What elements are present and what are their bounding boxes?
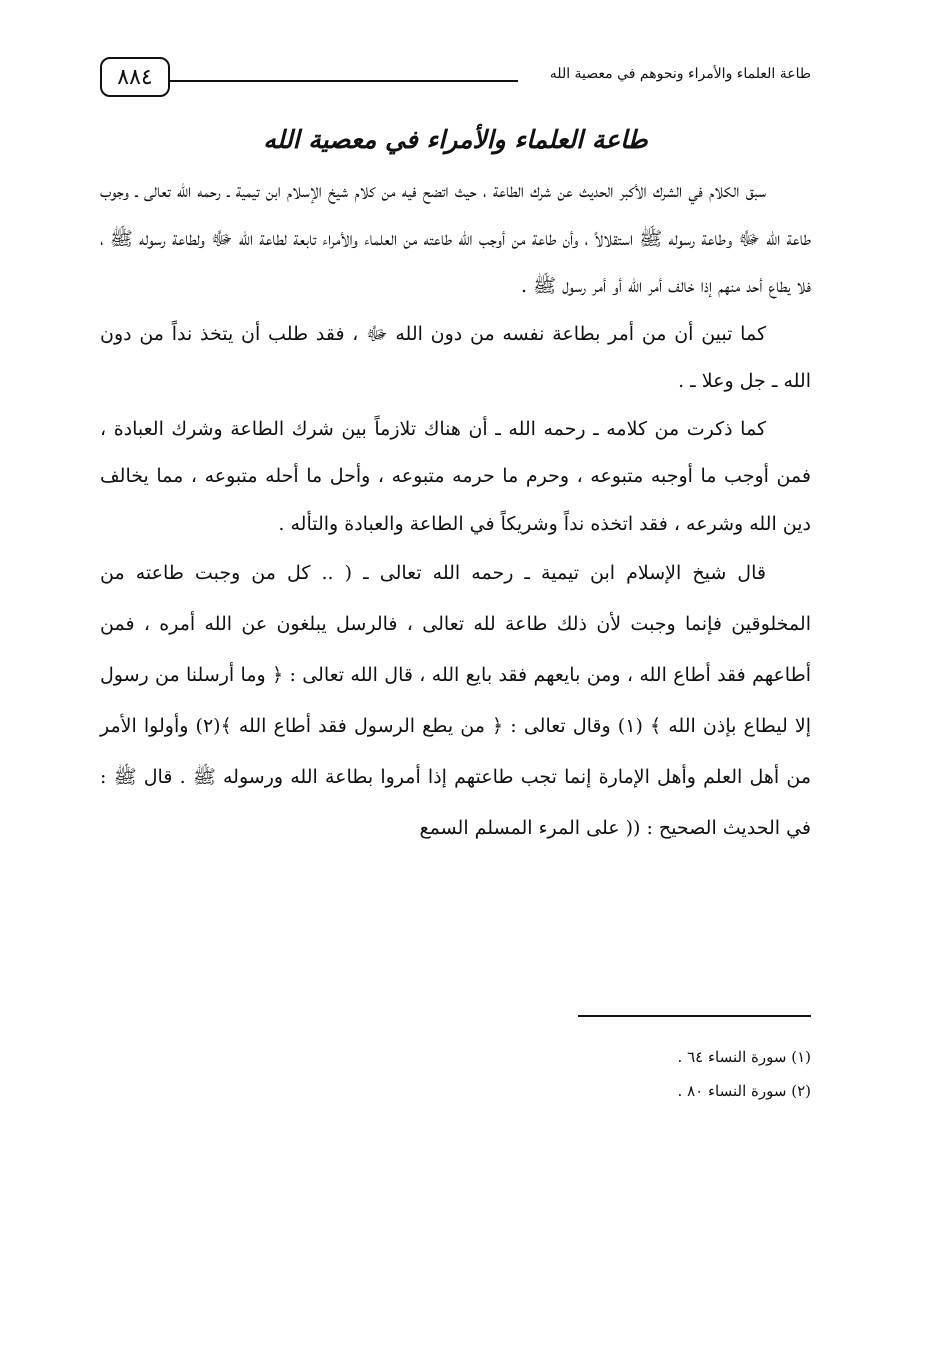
page-number: ٨٨٤ [100, 57, 170, 97]
running-title: طاعة العلماء والأمراء ونحوهم في معصية الله [549, 66, 811, 82]
chapter-title: طاعة العلماء والأمراء في معصية الله [263, 125, 648, 154]
footnote-separator [578, 1015, 811, 1017]
header-rule [170, 80, 518, 82]
footnotes [500, 1040, 811, 1108]
footnote: (١) سورة النساء ٦٤ . [677, 1048, 811, 1066]
paragraph: كما ذكرت من كلامه ـ رحمه الله ـ أن هناك تلازماً بين شرك الطاعة وشرك العبادة ، فمن أوجب ما أوجبه متبوعه ، وحرم ما حرمه متبوعه ، وأحل ما أحله متبوعه ، مما يخالف دين الله وشرعه ، فقد اتخذه نداً وشريكاً في الطاعة والعبادة والتأله . [100, 417, 811, 535]
paragraph: سبق الكلام في الشرك الأكبر الحديث عن شرك الطاعة ، حيث اتضح فيه من كلام شيخ الإسلام ابن تيمية ـ رحمه الله تعالى ـ وجوب طاعة الله ﷻ وطاعة رسوله ﷺ استقلالاً ، وأن طاعة من أوجب الله طاعته من العلماء والأمراء تابعة لطاعة الله ﷻ ولطاعة رسوله ﷺ ، فلا يطاع أحد منهم إذا خالف أمر الله أو أمر رسول ﷺ . [100, 180, 811, 297]
footnote: (٢) سورة النساء ٨٠ . [677, 1082, 811, 1100]
paragraph: كما تبين أن من أمر بطاعة نفسه من دون الله ﷻ ، فقد طلب أن يتخذ نداً من دون الله ـ جل وعلا ـ . [100, 322, 811, 392]
paragraph: قال شيخ الإسلام ابن تيمية ـ رحمه الله تعالى ـ ( .. كل من وجبت طاعته من المخلوقين فإنما وجبت لأن ذلك طاعة لله تعالى ، فالرسل يبلغون عن الله أمره ، فمن أطاعهم فقد أطاع الله ، ومن بايعهم فقد بايع الله ، قال الله تعالى : ﴿ وما أرسلنا من رسول إلا ليطاع بإذن الله ﴾ (١) وقال تعالى : ﴿ من يطع الرسول فقد أطاع الله ﴾(٢) وأولوا الأمر من أهل العلم وأهل الإمارة إنما تجب طاعتهم إذا أمروا بطاعة الله ورسوله ﷺ . قال ﷺ : في الحديث الصحيح : (( على المرء المسلم السمع [100, 562, 811, 839]
body-text [100, 168, 811, 854]
